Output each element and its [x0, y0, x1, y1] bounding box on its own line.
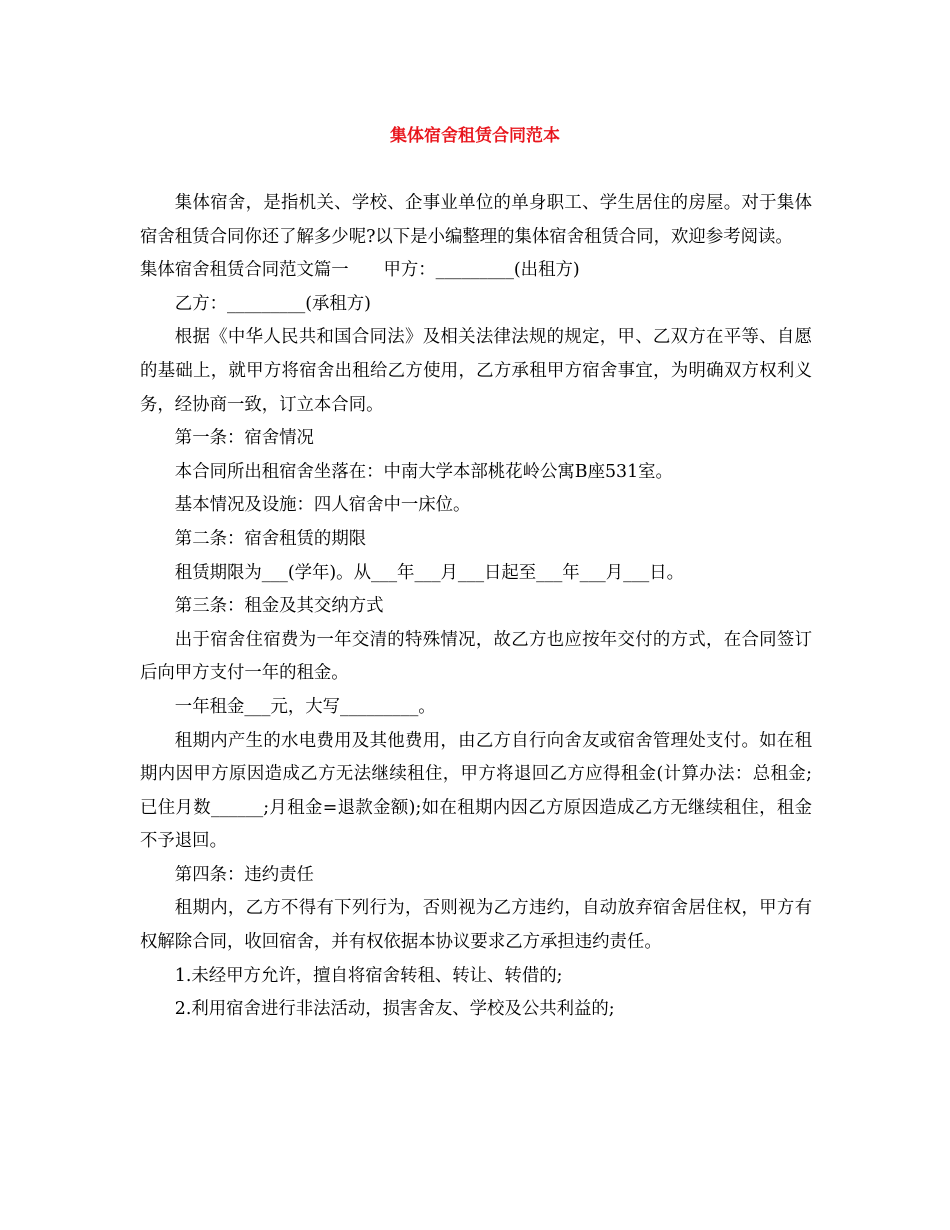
lease-term: 租赁期限为___(学年)。从___年___月___日起至___年___月___日。 — [174, 562, 685, 583]
article-4-heading: 第四条：违约责任 — [174, 864, 314, 885]
article-3-heading: 第三条：租金及其交纳方式 — [174, 596, 384, 617]
annual-rent: 一年租金___元，大写_________。 — [174, 696, 436, 717]
breach-paragraph: 租期内，乙方不得有下列行为，否则视为乙方违约，自动放弃宿舍居住权，甲方有权解除合同，收回宿舍，并有权依据本协议要求乙方承担违约责任。 — [140, 898, 812, 953]
document-title: 集体宿舍租赁合同范本 — [390, 126, 560, 146]
document-body — [140, 187, 812, 1027]
breach-item-2: 2.利用宿舍进行非法活动，损害舍友、学校及公共利益的; — [174, 999, 615, 1020]
dorm-facilities: 基本情况及设施：四人宿舍中一床位。 — [174, 495, 471, 516]
dorm-location: 本合同所出租宿舍坐落在：中南大学本部桃花岭公寓B座531室。 — [174, 461, 673, 482]
party-a-line: 集体宿舍租赁合同范文篇一 甲方：_________(出租方) — [140, 260, 580, 281]
article-2-heading: 第二条：宿舍租赁的期限 — [174, 528, 367, 549]
article-1-heading: 第一条：宿舍情况 — [174, 428, 314, 449]
intro-paragraph: 集体宿舍，是指机关、学校、企事业单位的单身职工、学生居住的房屋。对于集体宿舍租赁合同你还了解多少呢?以下是小编整理的集体宿舍租赁合同，欢迎参考阅读。 — [140, 193, 812, 247]
payment-method: 出于宿舍住宿费为一年交清的特殊情况，故乙方也应按年交付的方式，在合同签订后向甲方支付一年的租金。 — [140, 629, 812, 684]
preamble-paragraph: 根据《中华人民共和国合同法》及相关法律法规的规定，甲、乙双方在平等、自愿的基础上，就甲方将宿舍出租给乙方使用，乙方承租甲方宿舍事宜，为明确双方权利义务，经协商一致，订立本合同。 — [140, 327, 812, 415]
party-b-line: 乙方：_________(承租方) — [174, 293, 371, 314]
utilities-refund: 租期内产生的水电费用及其他费用，由乙方自行向舍友或宿舍管理处支付。如在租期内因甲方原因造成乙方无法继续租住，甲方将退回乙方应得租金(计算办法：总租金;已住月数______;月租金=退款金额);如在租期内因乙方原因造成乙方无继续租住，租金不予退回。 — [140, 730, 812, 852]
breach-item-1: 1.未经甲方允许，擅自将宿舍转租、转让、转借的; — [174, 965, 563, 986]
